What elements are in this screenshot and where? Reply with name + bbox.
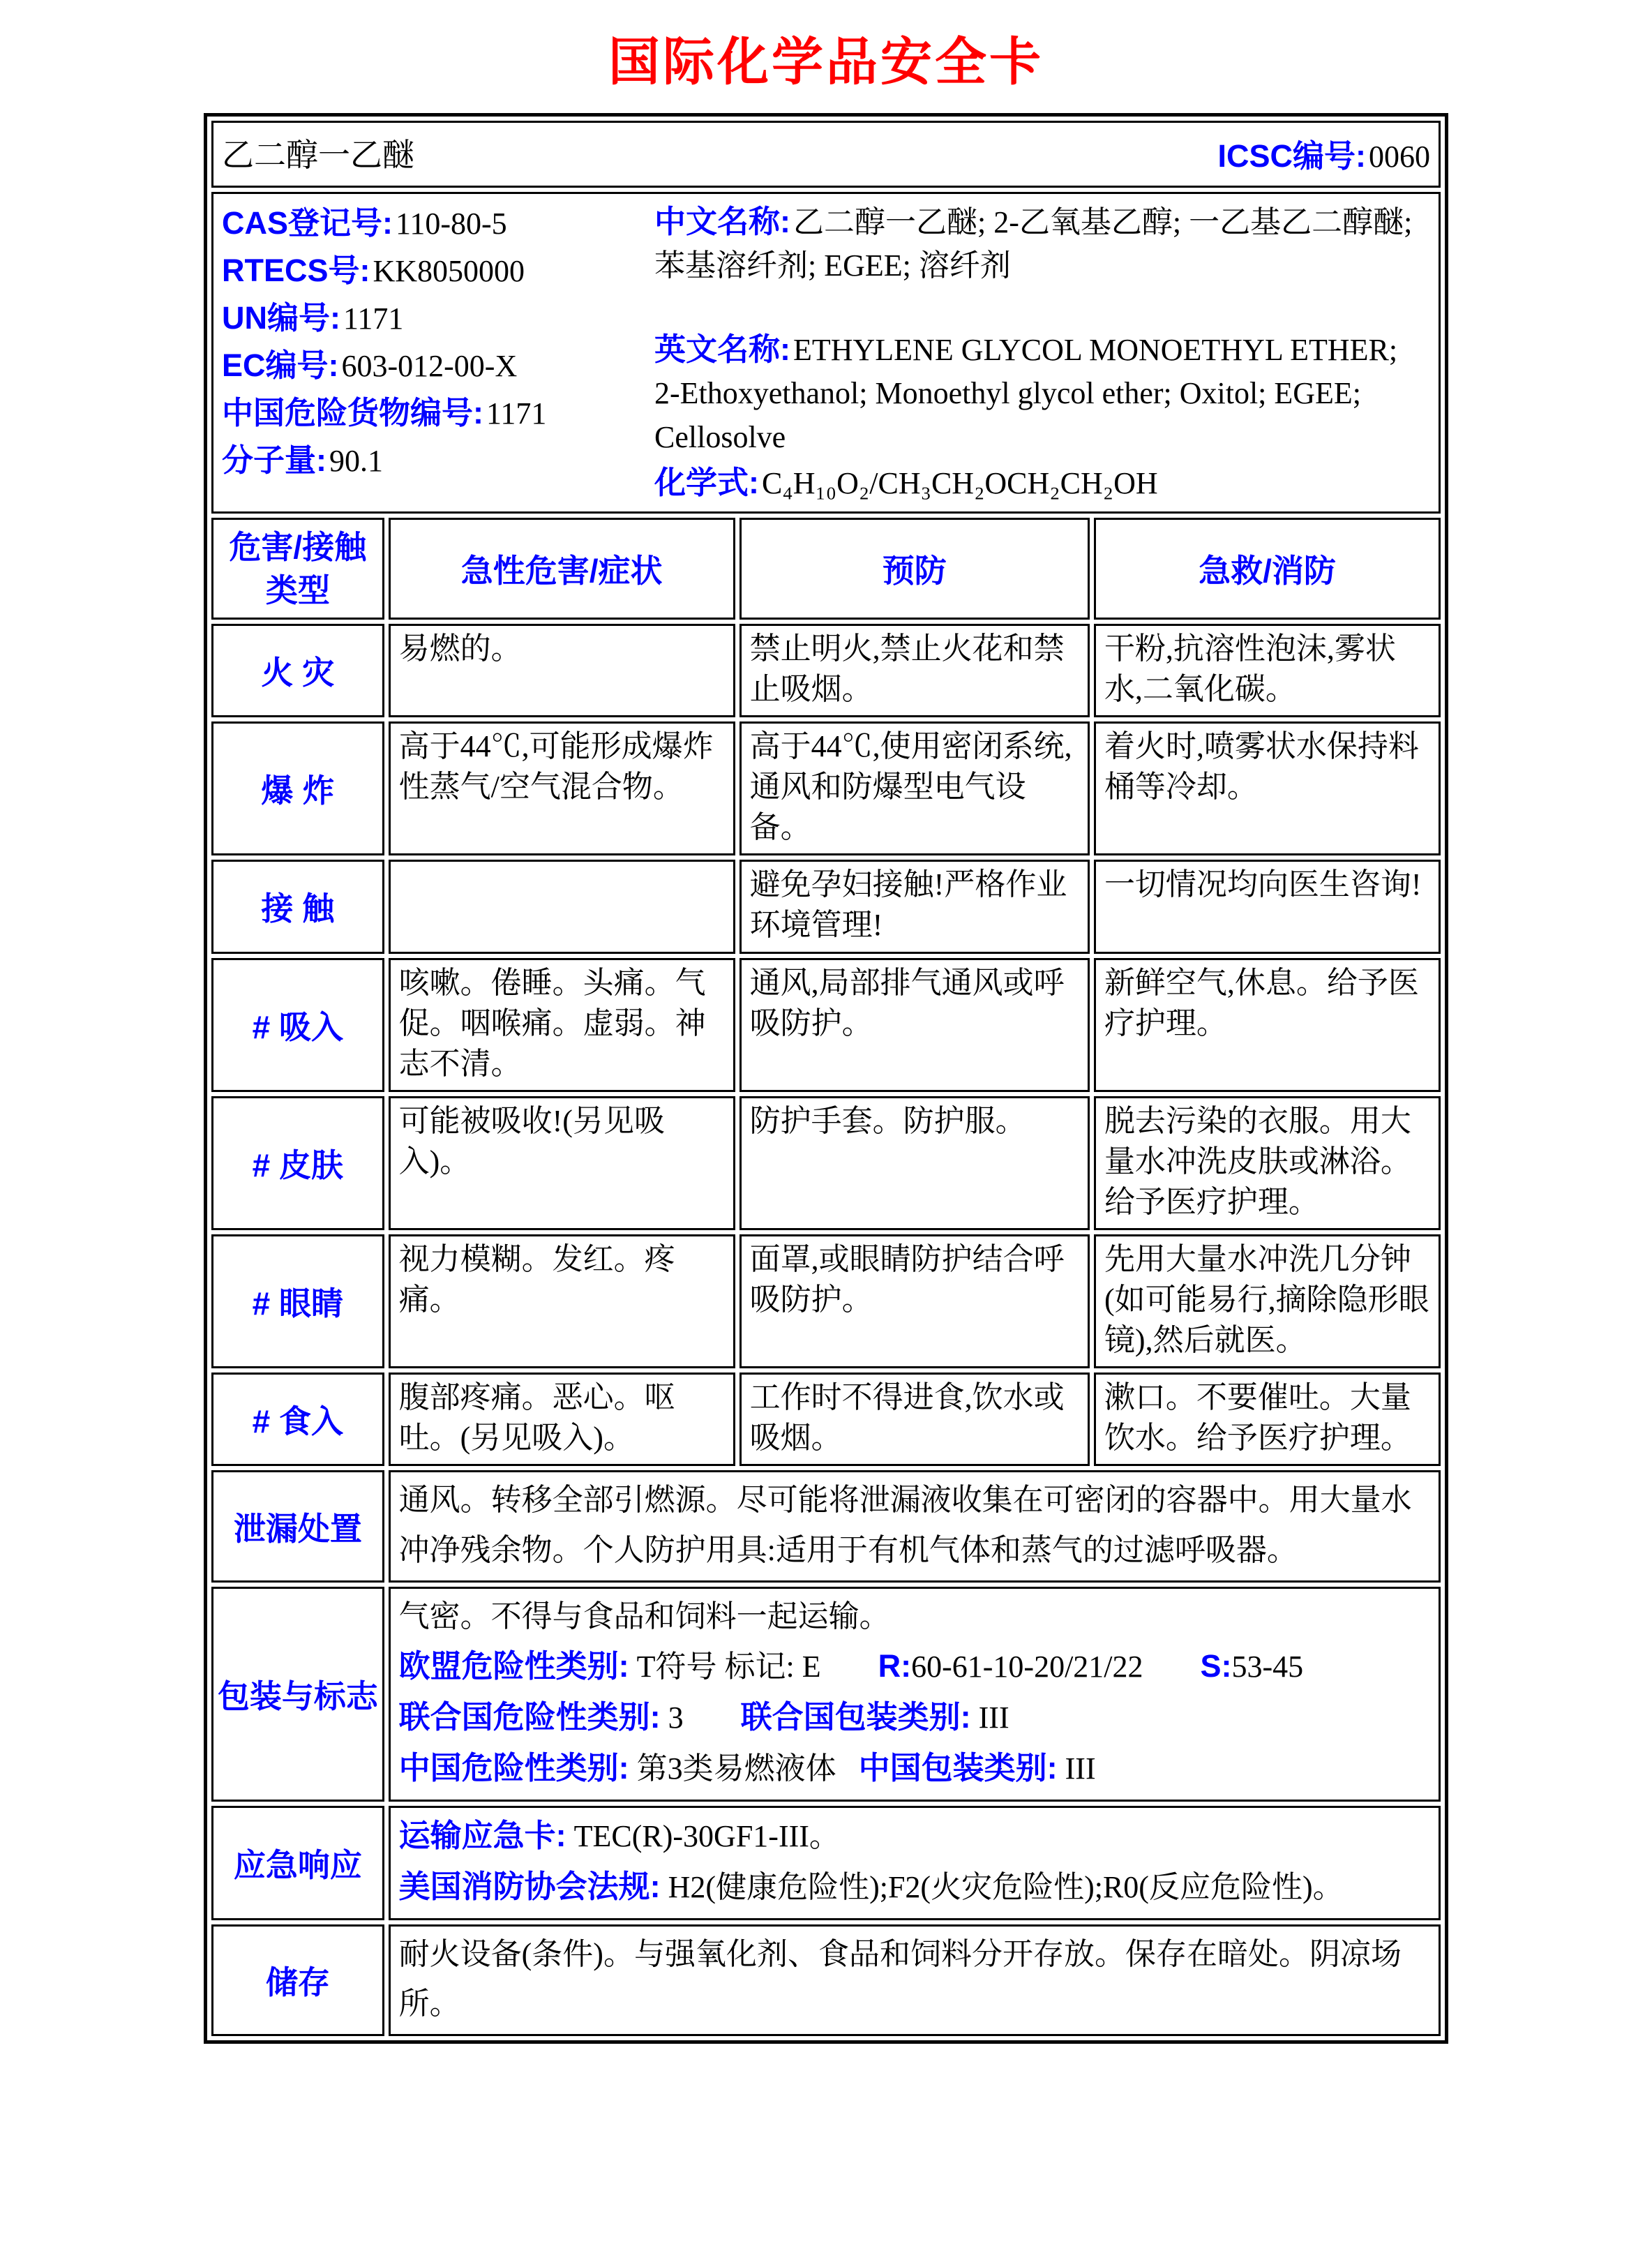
molecular-weight-value: 90.1	[329, 444, 383, 478]
fire-symptoms-cell: 易燃的。	[389, 624, 735, 717]
chemical-formula-paragraph	[654, 461, 1430, 505]
identification-cell	[211, 192, 1441, 514]
tec-value: TEC(R)-30GF1-III。	[573, 1818, 840, 1853]
explosion-symptoms-cell: 高于44℃,可能形成爆炸性蒸气/空气混合物。	[389, 721, 735, 855]
s-phrases-value: 53-45	[1231, 1650, 1304, 1684]
cas-value: 110-80-5	[396, 207, 507, 241]
explosion-label-cell: 爆 炸	[211, 721, 384, 855]
fire-label-cell: 火 灾	[211, 624, 384, 717]
spill-label-cell: 泄漏处置	[211, 1470, 384, 1583]
un-label: UN编号:	[222, 300, 340, 336]
un-packing-group-label: 联合国包装类别:	[740, 1699, 971, 1735]
hazard-row-eyes	[211, 1234, 1441, 1368]
english-name-paragraph	[654, 327, 1430, 459]
nfpa-value: H2(健康危险性);F2(火灾危险性);R0(反应危险性)。	[668, 1869, 1344, 1904]
un-packing-group-value: III	[978, 1700, 1009, 1735]
ec-label: EC编号:	[222, 347, 339, 383]
eyes-firstaid-cell: 先用大量水冲洗几分钟(如可能易行,摘除隐形眼镜),然后就医。	[1094, 1234, 1441, 1368]
spill-content-cell: 通风。转移全部引燃源。尽可能将泄漏液收集在可密闭的容器中。用大量水冲净残余物。个人防护用具:适用于有机气体和蒸气的过滤呼吸器。	[389, 1470, 1441, 1583]
cn-hazard-class-label: 中国危险性类别:	[398, 1749, 629, 1786]
ingestion-firstaid-cell: 漱口。不要催吐。大量饮水。给予医疗护理。	[1094, 1373, 1441, 1466]
icsc-number-group	[1218, 130, 1431, 176]
icsc-label: ICSC编号:	[1217, 137, 1366, 174]
ingestion-label-cell: # 食入	[211, 1373, 384, 1466]
cn-packing-group-label: 中国包装类别:	[858, 1749, 1058, 1786]
contact-prevention-cell: 避免孕妇接触!严格作业环境管理!	[739, 860, 1090, 953]
storage-row	[211, 1924, 1441, 2037]
icsc-card-table	[204, 113, 1448, 2044]
molecular-weight-line	[222, 437, 654, 484]
card-header-row	[211, 121, 1441, 188]
hazard-header-row	[211, 518, 1441, 620]
packaging-eu-line	[399, 1641, 1430, 1692]
chinese-name-label: 中文名称:	[654, 204, 790, 239]
storage-label-cell: 储存	[211, 1924, 384, 2037]
explosion-prevention-cell: 高于44℃,使用密闭系统,通风和防爆型电气设备。	[739, 721, 1090, 855]
packaging-content-cell	[389, 1587, 1441, 1802]
china-dg-number-line	[222, 389, 654, 437]
cn-hazard-class-value: 第3类易燃液体	[636, 1751, 836, 1786]
skin-firstaid-cell: 脱去污染的衣服。用大量水冲洗皮肤或淋浴。给予医疗护理。	[1094, 1096, 1441, 1230]
inhalation-symptoms-cell: 咳嗽。倦睡。头痛。气促。咽喉痛。虚弱。神志不清。	[389, 958, 735, 1092]
ec-value: 603-012-00-X	[341, 349, 518, 383]
names-block	[654, 197, 1430, 506]
hazard-row-skin	[211, 1096, 1441, 1230]
card-header-cell	[211, 121, 1441, 188]
hazard-row-inhalation	[211, 958, 1441, 1092]
packaging-cn-line	[399, 1743, 1430, 1794]
ingestion-symptoms-cell: 腹部疼痛。恶心。呕吐。(另见吸入)。	[389, 1373, 735, 1466]
rtecs-number-line	[222, 247, 654, 294]
s-phrases-label: S:	[1200, 1648, 1232, 1684]
chemical-formula-value: C₄H₁₀O₂/CH₃CH₂OCH₂CH₂OH	[762, 466, 1158, 501]
nfpa-label: 美国消防协会法规:	[398, 1868, 661, 1904]
emergency-content-cell	[389, 1806, 1441, 1920]
nfpa-line	[399, 1862, 1430, 1913]
icsc-number: 0060	[1369, 139, 1430, 174]
packaging-label-cell: 包装与标志	[211, 1587, 384, 1802]
cn-packing-group-value: III	[1065, 1751, 1096, 1786]
icsc-document-page	[0, 21, 1652, 2251]
un-hazard-class-value: 3	[668, 1700, 684, 1735]
contact-symptoms-cell	[389, 860, 735, 953]
header-hazard-type-line2: 类型	[265, 571, 330, 608]
tec-label: 运输应急卡:	[398, 1817, 566, 1853]
ec-number-line	[222, 342, 654, 389]
explosion-firstaid-cell: 着火时,喷雾状水保持料桶等冷却。	[1094, 721, 1441, 855]
eyes-symptoms-cell: 视力模糊。发红。疼痛。	[389, 1234, 735, 1368]
contact-firstaid-cell: 一切情况均向医生咨询!	[1094, 860, 1441, 953]
un-number-line	[222, 294, 654, 342]
header-prevention: 预防	[739, 518, 1090, 620]
hazard-row-explosion	[211, 721, 1441, 855]
skin-label-cell: # 皮肤	[211, 1096, 384, 1230]
hazard-row-ingestion	[211, 1373, 1441, 1466]
eu-class-value: T符号 标记: E	[636, 1650, 821, 1684]
rtecs-label: RTECS号:	[222, 253, 370, 288]
storage-content-cell: 耐火设备(条件)。与强氧化剂、食品和饲料分开存放。保存在暗处。阴凉场所。	[389, 1924, 1441, 2037]
page-title: 国际化学品安全卡	[608, 33, 1044, 91]
transport-emergency-card-line	[399, 1811, 1430, 1862]
header-hazard-type-line1: 危害/接触	[229, 528, 367, 565]
fire-prevention-cell: 禁止明火,禁止火花和禁止吸烟。	[739, 624, 1090, 717]
r-phrases-label: R:	[878, 1648, 912, 1684]
inhalation-label-cell: # 吸入	[211, 958, 384, 1092]
english-name-label: 英文名称:	[654, 331, 790, 367]
hazard-row-fire	[211, 624, 1441, 717]
chinese-name-paragraph	[654, 200, 1430, 288]
identification-row	[211, 192, 1441, 514]
chemical-formula-label: 化学式:	[654, 465, 759, 501]
header-acute-symptoms: 急性危害/症状	[389, 518, 735, 620]
packaging-labelling-row	[211, 1587, 1441, 1802]
inhalation-prevention-cell: 通风,局部排气通风或呼吸防护。	[739, 958, 1090, 1092]
eyes-prevention-cell: 面罩,或眼睛防护结合呼吸防护。	[739, 1234, 1090, 1368]
un-hazard-class-label: 联合国危险性类别:	[398, 1699, 661, 1735]
ingestion-prevention-cell: 工作时不得进食,饮水或吸烟。	[739, 1373, 1090, 1466]
emergency-response-row	[211, 1806, 1441, 1920]
header-firstaid-firefighting: 急救/消防	[1094, 518, 1441, 620]
r-phrases-value: 60-61-10-20/21/22	[911, 1650, 1143, 1684]
spill-disposal-row	[211, 1470, 1441, 1583]
un-value: 1171	[343, 301, 404, 336]
molecular-weight-label: 分子量:	[222, 442, 326, 478]
cas-number-line	[222, 200, 654, 247]
english-name-value: ETHYLENE GLYCOL MONOETHYL ETHER; 2-Ethoxyethanol; Monoethyl glycol ether; Oxitol; EGEE; Cellosolve	[654, 332, 1398, 454]
inhalation-firstaid-cell: 新鲜空气,休息。给予医疗护理。	[1094, 958, 1441, 1092]
rtecs-value: KK8050000	[373, 254, 525, 288]
contact-label-cell: 接 触	[211, 860, 384, 953]
eyes-label-cell: # 眼睛	[211, 1234, 384, 1368]
packaging-transport-note: 气密。不得与食品和饲料一起运输。	[398, 1599, 890, 1633]
china-dg-value: 1171	[486, 396, 547, 431]
skin-symptoms-cell: 可能被吸收!(另见吸入)。	[389, 1096, 735, 1230]
header-hazard-type	[211, 518, 384, 620]
emergency-label-cell: 应急响应	[211, 1806, 384, 1920]
substance-name: 乙二醇一乙醚	[222, 137, 414, 173]
registry-numbers-block	[222, 197, 654, 506]
china-dg-label: 中国危险货物编号:	[222, 395, 483, 431]
chinese-name-value: 乙二醇一乙醚; 2-乙氧基乙醇; 一乙基乙二醇醚; 苯基溶纤剂; EGEE; 溶纤剂	[654, 205, 1413, 283]
cas-label: CAS登记号:	[222, 205, 393, 241]
packaging-un-line	[399, 1692, 1430, 1743]
fire-firstaid-cell: 干粉,抗溶性泡沫,雾状水,二氧化碳。	[1094, 624, 1441, 717]
hazard-row-contact	[211, 860, 1441, 953]
eu-class-label: 欧盟危险性类别:	[398, 1648, 629, 1684]
skin-prevention-cell: 防护手套。防护服。	[739, 1096, 1090, 1230]
